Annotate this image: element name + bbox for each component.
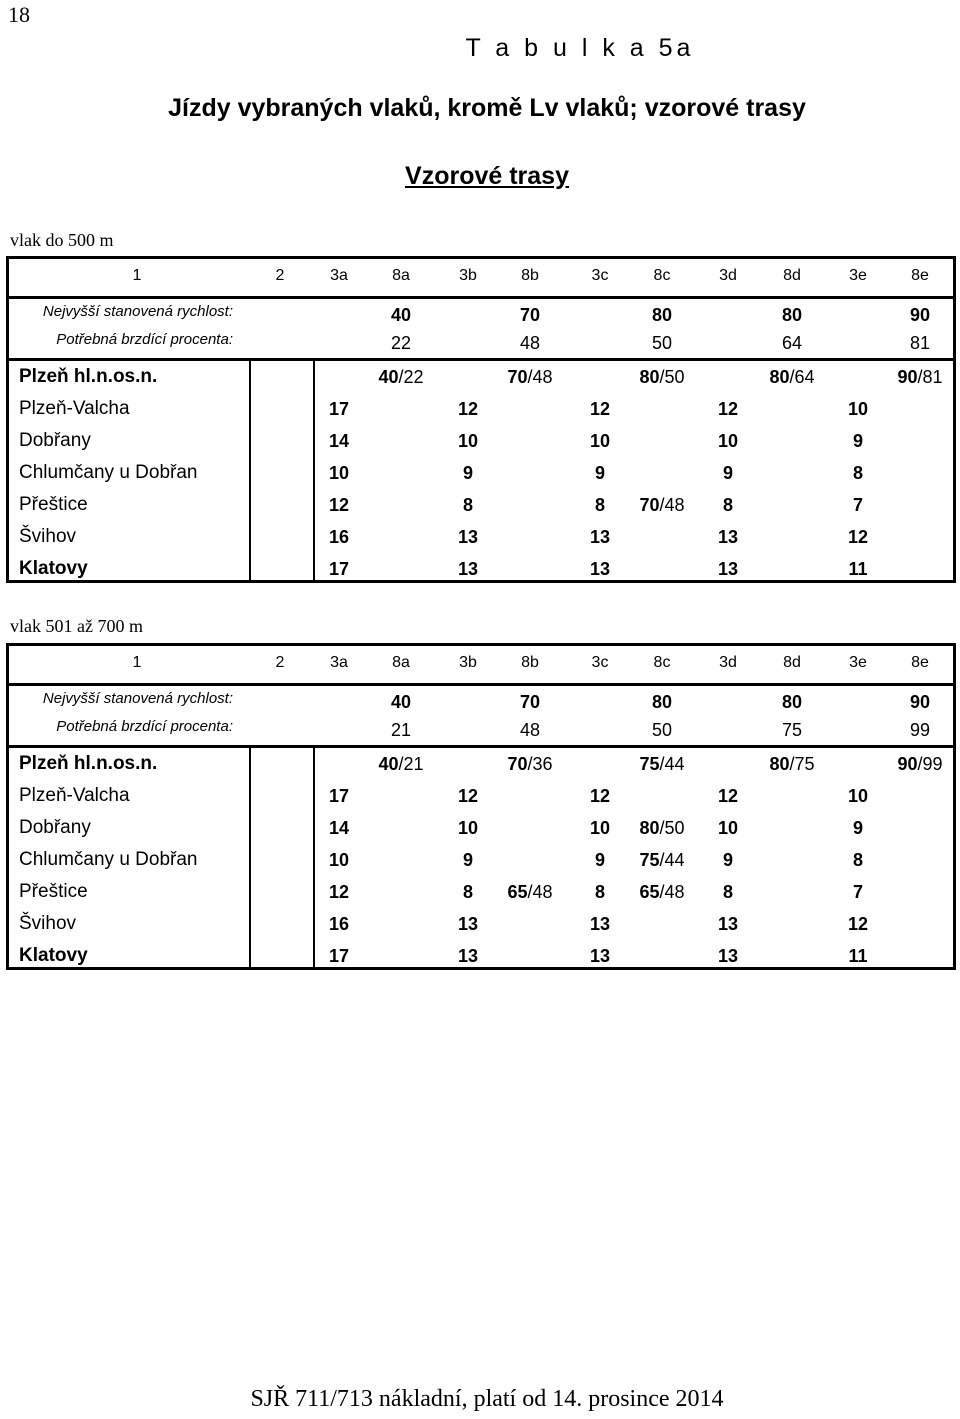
time-cell [829,876,887,908]
time-cell-value: 10 [847,786,869,806]
time-cell-value: 12 [847,527,869,547]
brake-value: 22 [390,333,412,353]
column-header: 3d [719,267,737,284]
table-label: T a b u l k a 5a [465,34,695,62]
time-cell-value: 7 [852,882,863,902]
column-header: 2 [275,267,285,284]
column-header: 8c [653,654,671,671]
time-cell [310,780,368,812]
time-cell-value: 13 [457,559,479,579]
time-cell-value: 13 [589,946,611,966]
time-cell-value: 13 [589,559,611,579]
column-divider [313,359,315,583]
start-cell-value: 90 [897,367,918,387]
timetable-2 [6,643,956,970]
time-cell [699,553,757,585]
speed-value: 80 [781,305,803,325]
time-cell [310,521,368,553]
time-cell-value: 7 [852,495,863,515]
time-cell [829,940,887,972]
column-header: 3a [330,654,348,671]
column-header-row [9,259,953,296]
time-cell-value: 13 [717,527,739,547]
extra-cell-value: 70 [639,495,660,515]
time-cell-value: 16 [328,914,350,934]
time-cell [439,425,497,457]
start-cell [356,748,446,780]
column-header: 8b [521,654,539,671]
extra-cell-suffix: /44 [659,850,685,870]
start-cell-suffix: /99 [917,754,943,774]
time-cell-value: 8 [594,495,605,515]
brake-label: Potřebná brzdící procenta: [56,331,233,348]
time-cell [310,812,368,844]
time-cell [310,940,368,972]
brake-value: 64 [781,333,803,353]
column-header: 3a [330,267,348,284]
column-divider [313,746,315,970]
time-cell-value: 11 [848,559,868,579]
speed-value: 70 [519,305,541,325]
start-cell-suffix: /48 [527,367,553,387]
start-cell-suffix: /64 [789,367,815,387]
speed-value: 80 [651,305,673,325]
time-cell [699,812,757,844]
start-cell-suffix: /44 [659,754,685,774]
time-cell [699,876,757,908]
time-cell-value: 12 [717,786,739,806]
time-cell-value: 10 [328,850,350,870]
station-name: Chlumčany u Dobřan [19,849,198,870]
column-header: 8c [653,267,671,284]
column-header: 3e [849,267,867,284]
extra-cell-value: 65 [639,882,660,902]
time-cell-value: 10 [328,463,350,483]
time-cell [829,393,887,425]
column-header: 1 [132,654,142,671]
footer-text: SJŘ 711/713 nákladní, platí od 14. prosince 2014 [250,1386,724,1412]
time-cell-value: 12 [457,786,479,806]
time-cell-value: 9 [462,463,473,483]
time-cell [310,908,368,940]
start-cell [875,361,960,393]
time-cell [571,908,629,940]
brake-value: 99 [909,720,931,740]
section-label-2: vlak 501 až 700 m [10,616,143,636]
speed-value: 40 [390,305,412,325]
time-cell [571,553,629,585]
time-cell [571,812,629,844]
time-cell [699,780,757,812]
start-cell [356,361,446,393]
extra-cell [490,876,570,908]
time-cell-value: 9 [852,431,863,451]
start-cell-value: 70 [507,367,528,387]
station-name: Švihov [19,913,77,934]
time-cell [829,457,887,489]
column-header: 8b [521,267,539,284]
time-cell-value: 10 [457,431,479,451]
station-name: Klatovy [19,558,88,579]
extra-cell-suffix: /48 [527,882,553,902]
station-name: Plzeň hl.n.os.n. [19,753,158,774]
time-cell [571,489,629,521]
time-cell [829,521,887,553]
brake-value: 50 [651,333,673,353]
extra-cell-value: 65 [507,882,528,902]
time-cell-value: 9 [722,850,733,870]
time-cell-value: 13 [589,914,611,934]
time-cell-value: 9 [722,463,733,483]
start-cell-value: 80 [639,367,660,387]
time-cell [699,908,757,940]
time-cell-value: 9 [594,850,605,870]
time-cell-value: 10 [589,431,611,451]
time-cell-value: 17 [328,399,350,419]
time-cell [439,521,497,553]
time-cell-value: 13 [457,946,479,966]
time-cell [439,876,497,908]
station-name: Dobřany [19,430,91,451]
extra-cell-suffix: /50 [659,818,685,838]
time-cell [699,940,757,972]
time-cell-value: 17 [328,946,350,966]
time-cell [699,393,757,425]
time-cell-value: 12 [589,786,611,806]
time-cell [571,393,629,425]
column-header: 3b [459,267,477,284]
time-cell-value: 12 [328,882,350,902]
extra-cell [622,844,702,876]
speed-value: 70 [519,692,541,712]
time-cell-value: 9 [852,818,863,838]
speed-label: Nejvyšší stanovená rychlost: [42,690,233,707]
time-cell [571,521,629,553]
start-cell-value: 80 [769,367,790,387]
time-cell-value: 9 [462,850,473,870]
time-cell [310,393,368,425]
column-header: 2 [275,654,285,671]
time-cell-value: 8 [722,495,733,515]
extra-cell [622,812,702,844]
brake-value: 48 [519,333,541,353]
start-cell-suffix: /22 [398,367,424,387]
station-name: Plzeň hl.n.os.n. [19,366,158,387]
start-cell [747,361,837,393]
time-cell [439,780,497,812]
time-cell [699,521,757,553]
time-cell [310,457,368,489]
time-cell [571,425,629,457]
station-name: Chlumčany u Dobřan [19,462,198,483]
time-cell [571,876,629,908]
time-cell [439,553,497,585]
time-cell [439,844,497,876]
start-cell-suffix: /36 [527,754,553,774]
time-cell-value: 12 [847,914,869,934]
station-name: Dobřany [19,817,91,838]
station-name: Klatovy [19,945,88,966]
time-cell-value: 13 [589,527,611,547]
extra-cell-value: 80 [639,818,660,838]
time-cell-value: 13 [457,527,479,547]
column-divider [249,746,251,970]
time-cell-value: 12 [589,399,611,419]
time-cell-value: 10 [717,431,739,451]
time-cell [571,457,629,489]
column-divider [249,359,251,583]
start-cell-value: 75 [639,754,660,774]
time-cell-value: 8 [594,882,605,902]
time-cell [439,908,497,940]
start-cell [875,748,960,780]
brake-value: 21 [390,720,412,740]
time-cell [571,780,629,812]
time-cell [439,393,497,425]
start-cell [485,748,575,780]
time-cell [439,489,497,521]
time-cell [829,812,887,844]
extra-cell [622,876,702,908]
column-header: 8e [911,654,929,671]
time-cell [829,908,887,940]
section-label-1: vlak do 500 m [10,230,114,250]
start-cell [485,361,575,393]
time-cell [439,812,497,844]
time-cell-value: 17 [328,786,350,806]
column-header: 3c [591,654,609,671]
time-cell-value: 14 [328,818,350,838]
station-name: Přeštice [19,494,88,515]
time-cell-value: 12 [457,399,479,419]
time-cell-value: 8 [852,463,863,483]
speed-value: 80 [781,692,803,712]
start-cell-suffix: /75 [789,754,815,774]
time-cell-value: 8 [852,850,863,870]
time-cell-value: 13 [717,914,739,934]
time-cell [829,489,887,521]
time-cell [699,425,757,457]
column-header: 3b [459,654,477,671]
speed-value: 90 [909,305,931,325]
station-name: Přeštice [19,881,88,902]
time-cell [439,457,497,489]
start-cell-suffix: /21 [398,754,424,774]
speed-label: Nejvyšší stanovená rychlost: [42,303,233,320]
time-cell-value: 11 [848,946,868,966]
extra-cell-value: 75 [639,850,660,870]
time-cell-value: 10 [457,818,479,838]
start-cell-value: 90 [897,754,918,774]
time-cell [699,489,757,521]
sub-title: Vzorové trasy [405,162,569,190]
start-cell-suffix: /50 [659,367,685,387]
time-cell [310,876,368,908]
brake-value: 81 [909,333,931,353]
start-cell-value: 40 [378,367,399,387]
column-header-row [9,646,953,683]
time-cell [699,844,757,876]
start-cell [617,361,707,393]
time-cell-value: 13 [457,914,479,934]
start-cell-value: 70 [507,754,528,774]
time-cell-value: 13 [717,946,739,966]
time-cell-value: 12 [717,399,739,419]
column-header: 8e [911,267,929,284]
speed-value: 80 [651,692,673,712]
page-number: 18 [8,2,30,27]
brake-value: 48 [519,720,541,740]
time-cell [829,844,887,876]
station-name: Plzeň-Valcha [19,785,130,806]
speed-value: 90 [909,692,931,712]
time-cell-value: 9 [594,463,605,483]
time-cell [310,425,368,457]
start-cell-value: 40 [378,754,399,774]
column-header: 3d [719,654,737,671]
time-cell-value: 10 [717,818,739,838]
start-cell [747,748,837,780]
time-cell-value: 10 [847,399,869,419]
time-cell [571,940,629,972]
start-cell-value: 80 [769,754,790,774]
column-header: 1 [132,267,142,284]
column-header: 8a [392,654,410,671]
column-header: 8d [783,267,801,284]
time-cell [829,553,887,585]
time-cell-value: 8 [462,495,473,515]
time-cell [829,425,887,457]
main-title: Jízdy vybraných vlaků, kromě Lv vlaků; vzorové trasy [168,94,806,122]
time-cell [310,489,368,521]
column-header: 3e [849,654,867,671]
station-name: Plzeň-Valcha [19,398,130,419]
time-cell [829,780,887,812]
start-cell-suffix: /81 [917,367,943,387]
time-cell-value: 14 [328,431,350,451]
timetable-1 [6,256,956,583]
time-cell [310,553,368,585]
time-cell-value: 16 [328,527,350,547]
extra-cell-suffix: /48 [659,495,685,515]
station-name: Švihov [19,526,77,547]
speed-value: 40 [390,692,412,712]
start-cell [617,748,707,780]
time-cell [571,844,629,876]
column-header: 3c [591,267,609,284]
extra-cell-suffix: /48 [659,882,685,902]
time-cell [439,940,497,972]
brake-value: 75 [781,720,803,740]
brake-value: 50 [651,720,673,740]
time-cell-value: 8 [722,882,733,902]
extra-cell [622,489,702,521]
time-cell-value: 13 [717,559,739,579]
time-cell [310,844,368,876]
brake-label: Potřebná brzdící procenta: [56,718,233,735]
time-cell-value: 12 [328,495,350,515]
time-cell-value: 17 [328,559,350,579]
time-cell [699,457,757,489]
time-cell-value: 10 [589,818,611,838]
column-header: 8d [783,654,801,671]
time-cell-value: 8 [462,882,473,902]
column-header: 8a [392,267,410,284]
